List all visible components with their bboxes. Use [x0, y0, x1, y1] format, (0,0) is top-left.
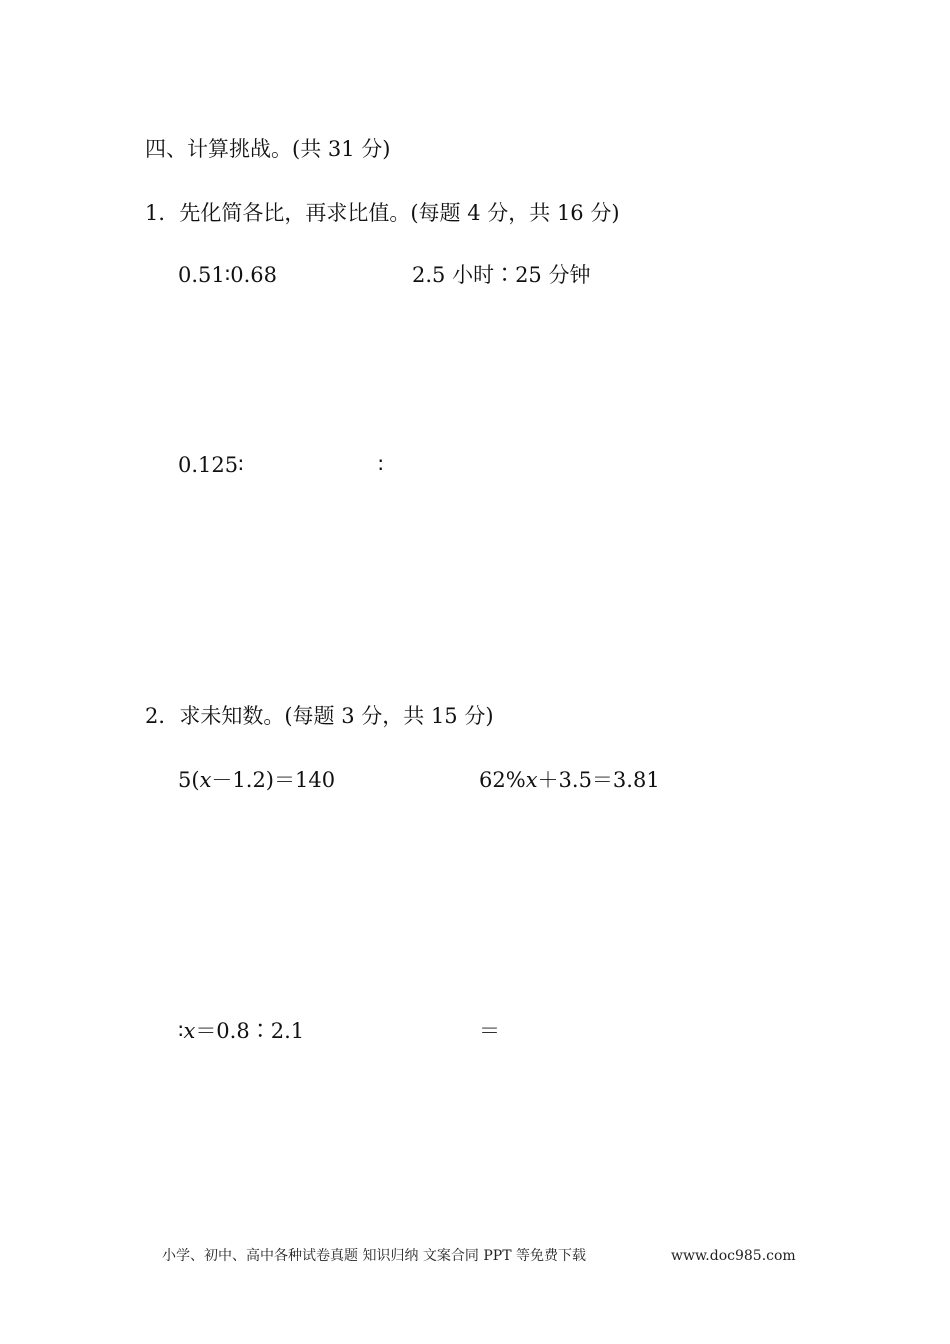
equation-item-3: [178, 1021, 304, 1042]
equation-post: ＝0.8∶2.1: [195, 1019, 305, 1043]
footer-url[interactable]: www.doc985.com: [671, 1248, 796, 1264]
equation-pre: ∶: [178, 1019, 184, 1043]
section-title: 四、计算挑战。(共 31 分): [145, 137, 391, 161]
ratio-item-3: 0.125∶: [178, 453, 244, 477]
equation-variable: x: [199, 768, 212, 792]
equation-item-4: [479, 1021, 500, 1042]
equation-pre: 62%: [479, 768, 526, 792]
equation-variable: x: [183, 1019, 196, 1043]
ratio-item-4: ∶: [378, 453, 384, 477]
footer-text: 小学、初中、高中各种试卷真题 知识归纳 文案合同 PPT 等免费下载: [162, 1248, 586, 1264]
equation-item-1: [178, 770, 335, 791]
equation-item-2: [479, 770, 660, 791]
question-2-label: 2．求未知数。(每题 3 分，共 15 分): [145, 704, 494, 728]
equation-variable: x: [525, 768, 538, 792]
question-1-label: 1．先化简各比，再求比值。(每题 4 分，共 16 分): [145, 201, 620, 225]
equation-post: ＝: [479, 1019, 500, 1043]
equation-pre: 5(: [178, 768, 200, 792]
equation-post: －1.2)＝140: [211, 768, 336, 792]
ratio-item-1: 0.51∶0.68: [178, 263, 277, 287]
equation-post: ＋3.5＝3.81: [537, 768, 660, 792]
ratio-item-2: 2.5 小时∶25 分钟: [412, 263, 591, 287]
